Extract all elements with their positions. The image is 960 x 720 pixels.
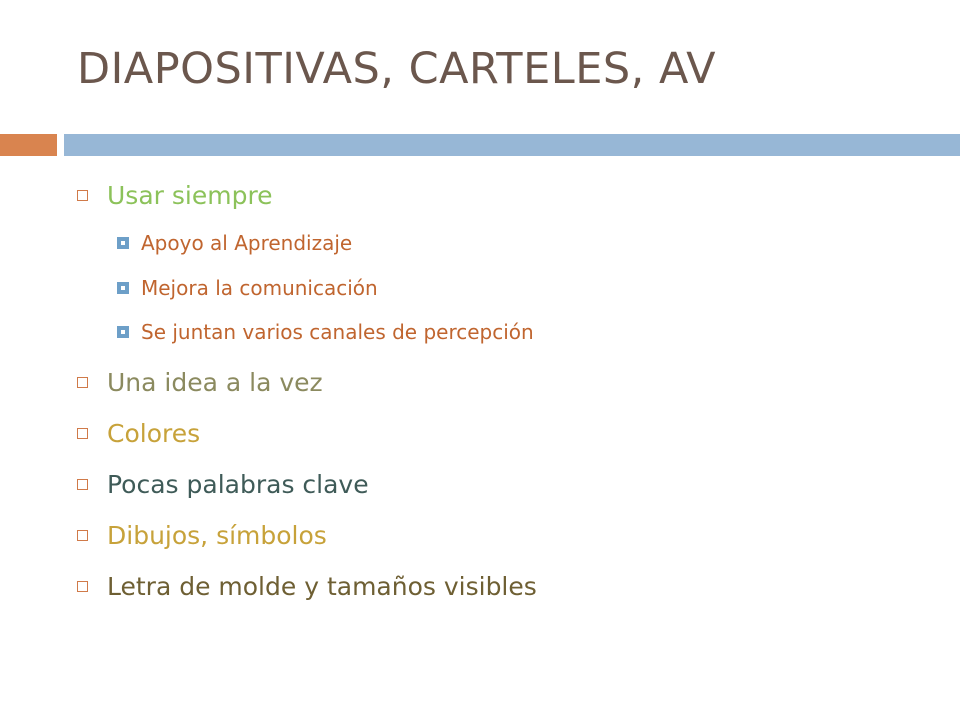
bullet-text: Usar siempre xyxy=(107,181,273,210)
hollow-square-bullet-icon xyxy=(77,479,88,490)
filled-square-bullet-icon xyxy=(117,237,129,249)
filled-square-bullet-icon xyxy=(117,282,129,294)
bullet-text: Pocas palabras clave xyxy=(107,470,369,499)
hollow-square-bullet-icon xyxy=(77,377,88,388)
hollow-square-bullet-icon xyxy=(77,190,88,201)
subbullet-text: Se juntan varios canales de percepción xyxy=(141,320,534,344)
accent-band-orange xyxy=(0,134,57,156)
subbullet-text: Mejora la comunicación xyxy=(141,276,378,300)
bullet-text: Colores xyxy=(107,419,201,448)
slide-title: DIAPOSITIVAS, CARTELES, AV xyxy=(77,44,717,94)
subbullet-text: Apoyo al Aprendizaje xyxy=(141,231,353,255)
hollow-square-bullet-icon xyxy=(77,428,88,439)
accent-band-blue xyxy=(64,134,960,156)
bullet-text: Letra de molde y tamaños visibles xyxy=(107,572,537,601)
bullet-text: Dibujos, símbolos xyxy=(107,521,327,550)
hollow-square-bullet-icon xyxy=(77,530,88,541)
bullet-text: Una idea a la vez xyxy=(107,368,323,397)
filled-square-bullet-icon xyxy=(117,326,129,338)
hollow-square-bullet-icon xyxy=(77,581,88,592)
